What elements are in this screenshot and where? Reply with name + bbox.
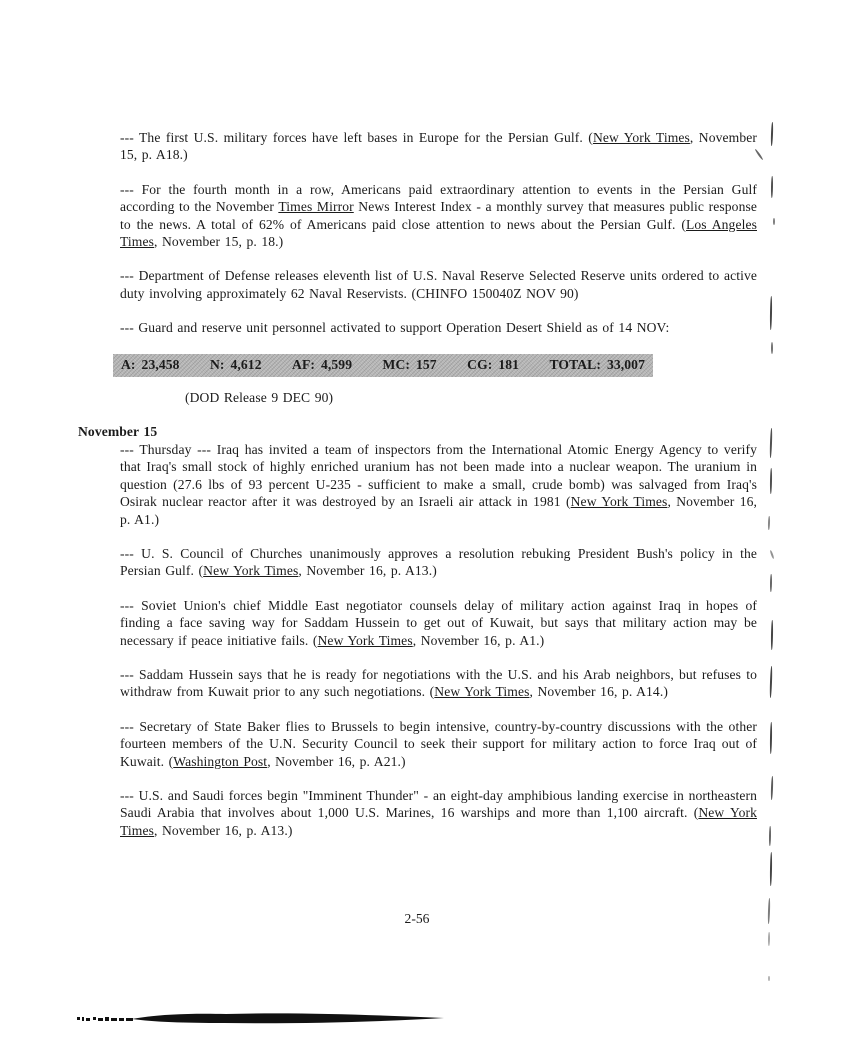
- activation-stat: [292, 356, 352, 373]
- chronology-entry: [120, 267, 757, 302]
- text-segment: --- For the fourth month in a row, Americans paid extraordinary attention to events in the Persian Gulf according to the November: [120, 181, 757, 215]
- citation-source: New York Times: [203, 563, 299, 579]
- stat-label: A:: [121, 357, 136, 373]
- citation-source: Times Mirror: [278, 199, 354, 215]
- chronology-entry: [120, 181, 757, 251]
- text-segment: --- U.S. and Saudi forces begin "Imminent Thunder" - an eight-day amphibious landing exercise in northeastern Saudi Arabia that involves about 1,000 U.S. Marines, 16 warships and more than 1,100 aircraft. (: [120, 788, 757, 821]
- text-segment: --- Department of Defense releases eleventh list of U.S. Naval Reserve Selected Reserve units ordered to active duty involving approximately 62 Naval Reservists. (CHINFO 150040Z NOV 90): [120, 268, 757, 301]
- text-segment: , November 15, p. A18.): [120, 130, 757, 163]
- citation-source: New York Times: [317, 632, 413, 648]
- dod-release-line: (DOD Release 9 DEC 90): [185, 389, 334, 405]
- activation-stats-bar: [113, 354, 653, 377]
- stat-label: AF:: [292, 357, 315, 373]
- activation-stat: [550, 356, 645, 373]
- chronology-entry: [120, 597, 757, 649]
- activation-stat: [121, 356, 180, 373]
- text-segment: --- Secretary of State Baker flies to Brussels to begin intensive, country-by-country discussions with the other fourteen members of the U.N. Security Council to seek their support for military action to force Iraq out of Kuwait. (: [120, 718, 757, 769]
- text-segment: , November 16, p. A13.): [154, 822, 293, 838]
- scan-artifact: [768, 932, 770, 946]
- scan-artifact: [770, 468, 772, 494]
- text-segment: , November 16, p. A13.): [298, 563, 437, 579]
- stat-value: 23,458: [141, 357, 180, 373]
- activation-stat: [467, 356, 519, 373]
- chronology-entry: [120, 666, 757, 701]
- chronology-entry: [120, 545, 757, 580]
- scan-artifact: [769, 826, 771, 846]
- citation-source: Washington Post: [173, 753, 268, 769]
- stat-label: MC:: [382, 357, 411, 373]
- activation-stat: [383, 356, 437, 373]
- scan-artifact: [768, 976, 770, 981]
- chronology-entry: [120, 787, 757, 839]
- text-segment: --- U. S. Council of Churches unanimously approves a resolution rebuking President Bush's policy in the Persian Gulf. (: [120, 546, 757, 579]
- stat-value: 157: [416, 357, 437, 373]
- scan-artifact: [771, 342, 773, 354]
- scan-artifact: [771, 176, 773, 198]
- scan-artifact: [771, 776, 774, 800]
- scan-artifact: [771, 620, 774, 650]
- text-segment: , November 16, p. A1.): [120, 494, 757, 527]
- stat-value: 33,007: [606, 357, 645, 373]
- text-segment: , November 16, p. A14.): [529, 684, 668, 700]
- scan-artifact: [769, 428, 772, 458]
- scan-artifact: [770, 550, 775, 559]
- activation-stat: [210, 356, 262, 373]
- stat-label: TOTAL:: [549, 357, 601, 373]
- scan-artifact: [771, 122, 774, 146]
- scan-artifact: [770, 722, 773, 754]
- section-date-heading: November 15: [78, 424, 158, 440]
- citation-source: New York Times: [120, 805, 758, 838]
- text-segment: , November 16, p. A21.): [267, 753, 406, 769]
- stat-label: CG:: [467, 357, 493, 373]
- citation-source: New York Times: [592, 130, 690, 145]
- stat-label: N:: [209, 357, 225, 373]
- text-segment: , November 16, p. A1.): [412, 632, 545, 648]
- citation-source: Los Angeles Times: [120, 216, 757, 250]
- chronology-entry: [120, 319, 757, 336]
- chronology-entry: [120, 129, 757, 164]
- text-segment: News Interest Index - a monthly survey that measures public response to the news. A total of 62% of Americans paid close attention to news about the Persian Gulf. (: [120, 199, 757, 232]
- page-number: 2-56: [404, 911, 430, 926]
- stat-value: 4,612: [230, 357, 262, 373]
- text-segment: , November 15, p. 18.): [154, 234, 284, 250]
- citation-source: New York Times: [434, 684, 530, 700]
- scan-artifact: [773, 218, 775, 225]
- document-body: [78, 129, 758, 856]
- chronology-entry: [120, 718, 757, 770]
- text-segment: --- Guard and reserve unit personnel activated to support Operation Desert Shield as of 14 NOV:: [120, 320, 670, 336]
- scan-artifact: [768, 516, 770, 530]
- scan-artifact: [769, 666, 772, 698]
- chronology-entry: [120, 441, 757, 528]
- scan-artifact: [770, 852, 773, 886]
- text-segment: --- The first U.S. military forces have left bases in Europe for the Persian Gulf. (: [120, 130, 593, 145]
- text-segment: --- Soviet Union's chief Middle East negotiator counsels delay of military action against Iraq in hopes of finding a face saving way for Saddam Hussein to get out of Kuwait, but says that military action may be necessary if peace initiative fails. (: [120, 597, 757, 648]
- text-segment: --- Saddam Hussein says that he is ready for negotiations with the U.S. and his Arab neighbors, but refuses to withdraw from Kuwait prior to any such negotiations. (: [120, 667, 757, 700]
- scan-artifact: [770, 296, 773, 330]
- text-segment: --- Thursday --- Iraq has invited a team of inspectors from the International Atomic Energy Agency to verify that Iraq's small stock of highly enriched uranium has not been made into a nuclear weapon. The uranium in question (27.6 lbs of 93 percent U-235 - sufficient to make a small, crude bomb) was salvaged from Iraq's Osirak nuclear reactor after it was destroyed by an Israeli air attack in 1981 (: [120, 441, 757, 510]
- citation-source: New York Times: [570, 494, 668, 510]
- scan-streak-artifact: [76, 1010, 448, 1028]
- stat-value: 4,599: [321, 357, 353, 373]
- stat-value: 181: [498, 357, 520, 373]
- scan-artifact: [770, 574, 772, 592]
